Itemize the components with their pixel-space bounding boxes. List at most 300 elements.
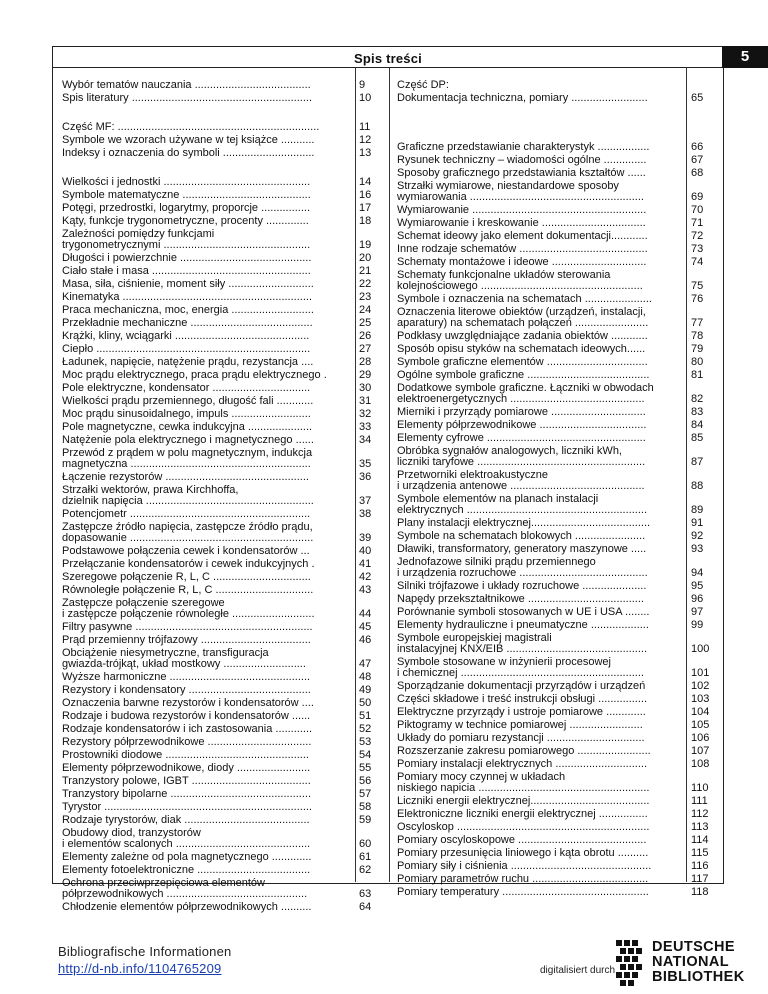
- toc-entry-title: Wymiarowanie .........................................................: [397, 204, 647, 216]
- toc-entry-page: 72: [691, 230, 704, 242]
- toc-entry-title: Rozszerzanie zakresu pomiarowego ........................: [397, 745, 651, 757]
- toc-entry: [397, 317, 703, 329]
- toc-entry: [62, 408, 372, 420]
- toc-entry-title: Wybór tematów nauczania ......................................: [62, 79, 311, 91]
- toc-entry-title: Sporządzanie dokumentacji przyrządów i urządzeń: [397, 680, 646, 692]
- toc-entry-page: 57: [359, 788, 372, 800]
- toc-entry-page: 89: [691, 504, 704, 516]
- toc-entry-page: 43: [359, 584, 372, 596]
- toc-entry-title: Wyższe harmoniczne ..............................................: [62, 671, 311, 683]
- toc-entry-page: 50: [359, 697, 372, 709]
- toc-entry: [397, 606, 703, 618]
- page-title: Spis treści: [354, 51, 422, 66]
- toc-entry-title: Dławiki, transformatory, generatory maszynowe .....: [397, 543, 647, 555]
- toc-entry-title: Wymiarowanie i kreskowanie ..................................: [397, 217, 646, 229]
- toc-entry: [62, 801, 372, 813]
- toc-entry-title: gwiazda-trójkąt, układ mostkowy ...........................: [62, 658, 306, 670]
- toc-entry: [62, 901, 372, 913]
- toc-entry-page: 19: [359, 239, 372, 251]
- toc-entry: [62, 788, 372, 800]
- toc-entry-page: 56: [359, 775, 372, 787]
- toc-entry-title: Podkłasy uwzględniające zadania obiektów ............: [397, 330, 648, 342]
- toc-entry-title: Potencjometr ...........................................................: [62, 508, 311, 520]
- toc-entry: [397, 280, 703, 292]
- toc-entry: [397, 204, 703, 216]
- toc-entry-page: 65: [691, 92, 704, 104]
- toc-entry-title: Potęgi, przedrostki, logarytmy, proporcje ................: [62, 202, 310, 214]
- toc-entry: [397, 567, 703, 579]
- toc-entry-page: 93: [691, 543, 704, 555]
- toc-entry: [62, 278, 372, 290]
- toc-entry: [397, 343, 703, 355]
- toc-entry-title: Obudowy diod, tranzystorów: [62, 827, 201, 839]
- toc-entry: [397, 873, 703, 885]
- toc-entry-title: Ogólne symbole graficzne ........................................: [397, 369, 650, 381]
- dnb-logo-line-3: BIBLIOTHEK: [652, 969, 745, 985]
- toc-entry: [62, 814, 372, 826]
- toc-entry-title: niskiego napicia ........................................................: [397, 782, 650, 794]
- toc-entry-title: Elementy półprzewodnikowe ...................................: [397, 419, 647, 431]
- toc-entry-title: Przełączanie kondensatorów i cewek indukcyjnych .: [62, 558, 315, 570]
- toc-entry-title: Symbole stosowane w inżynierii procesowej: [397, 656, 611, 668]
- toc-entry-title: Elementy zależne od pola magnetycznego .............: [62, 851, 312, 863]
- toc-entry: [62, 471, 372, 483]
- toc-entry-page: 100: [691, 643, 710, 655]
- toc-entry-title: i urządzenia antenowe ............................................: [397, 480, 645, 492]
- toc-entry-title: Symbole matematyczne ..........................................: [62, 189, 311, 201]
- toc-entry-page: 67: [691, 154, 704, 166]
- toc-entry-title: Ciało stałe i masa ....................................................: [62, 265, 311, 277]
- toc-entry: [62, 343, 372, 355]
- toc-entry-page: 23: [359, 291, 372, 303]
- toc-entry-title: Wielkości i jednostki ................................................: [62, 176, 311, 188]
- toc-entry: [62, 92, 372, 104]
- toc-entry: [397, 834, 703, 846]
- toc-entry-page: 118: [691, 886, 709, 898]
- toc-entry: [397, 432, 703, 444]
- toc-entry: [397, 821, 703, 833]
- toc-entry-title: Przewód z prądem w polu magnetycznym, indukcja: [62, 447, 313, 459]
- toc-entry-title: Ciepło ......................................................................: [62, 343, 311, 355]
- toc-entry: [397, 860, 703, 872]
- toc-entry-title: Pomiary oscyloskopowe ..........................................: [397, 834, 647, 846]
- toc-entry-title: Tranzystory bipolarne ..............................................: [62, 788, 311, 800]
- toc-entry: [62, 189, 372, 201]
- toc-entry-page: 37: [359, 495, 372, 507]
- toc-entry-page: 116: [691, 860, 709, 872]
- toc-entry-page: 115: [691, 847, 709, 859]
- toc-entry: [62, 176, 372, 188]
- toc-entry-page: 70: [691, 204, 704, 216]
- toc-entry-title: Piktogramy w technice pomiarowej ........................: [397, 719, 643, 731]
- toc-entry-title: Symbole i oznaczenia na schematach ......................: [397, 293, 652, 305]
- toc-entry-page: 39: [359, 532, 372, 544]
- toc-entry-title: Symbole europejskiej magistrali: [397, 632, 552, 644]
- toc-entry-page: 13: [359, 147, 372, 159]
- toc-entry-page: 74: [691, 256, 704, 268]
- toc-entry-title: Tyrystor ....................................................................: [62, 801, 312, 813]
- toc-entry: [62, 252, 372, 264]
- toc-entry-page: 29: [359, 369, 372, 381]
- toc-entry-title: elektrycznych ...........................................................: [397, 504, 648, 516]
- toc-entry-page: 111: [691, 795, 708, 807]
- toc-entry-title: Symbole we wzorach używane w tej książce ...........: [62, 134, 315, 146]
- toc-entry: [62, 434, 372, 446]
- toc-entry-title: Rodzaje kondensatorów i ich zastosowania ............: [62, 723, 313, 735]
- toc-entry: [397, 141, 703, 153]
- toc-entry-title: Elementy półprzewodnikowe, diody ........................: [62, 762, 311, 774]
- toc-entry-title: Elementy cyfrowe ....................................................: [397, 432, 646, 444]
- toc-entry-title: Długości i powierzchnie ...........................................: [62, 252, 312, 264]
- toc-entry-title: Zastępcze źródło napięcia, zastępcze źródło prądu,: [62, 521, 313, 533]
- toc-entry-title: Przekładnie mechaniczne ........................................: [62, 317, 313, 329]
- toc-entry: [62, 291, 372, 303]
- toc-entry-title: Pomiary parametrów ruchu ......................................: [397, 873, 649, 885]
- toc-entry-page: 48: [359, 671, 372, 683]
- toc-entry: [62, 495, 372, 507]
- toc-entry-title: Zastępcze połączenie szeregowe: [62, 597, 225, 609]
- toc-entry-title: Zależności pomiędzy funkcjami: [62, 228, 215, 240]
- toc-entry-title: Szeregowe połączenie R, L, C ................................: [62, 571, 311, 583]
- toc-entry-page: 32: [359, 408, 372, 420]
- toc-entry-page: 26: [359, 330, 372, 342]
- toc-entry: [397, 419, 703, 431]
- toc-entry: [62, 558, 372, 570]
- toc-entry-page: 21: [359, 265, 372, 277]
- toc-entry-title: Elementy hydrauliczne i pneumatyczne ...................: [397, 619, 649, 631]
- toc-entry: [62, 147, 372, 159]
- toc-entry-page: 58: [359, 801, 372, 813]
- toc-entry: [62, 838, 372, 850]
- toc-entry: [397, 719, 703, 731]
- toc-entry-page: 28: [359, 356, 372, 368]
- toc-entry-title: Prostowniki diodowe ...............................................: [62, 749, 309, 761]
- toc-entry-title: Ochrona przeciwprzepięciowa elementów: [62, 877, 265, 889]
- toc-entry-page: 17: [359, 202, 372, 214]
- toc-entry: [62, 79, 372, 91]
- toc-entry-page: 51: [359, 710, 372, 722]
- toc-entry-title: i elementów scalonych ............................................: [62, 838, 311, 850]
- toc-entry-page: 103: [691, 693, 710, 705]
- toc-entry-title: Indeksy i oznaczenia do symboli ..............................: [62, 147, 315, 159]
- toc-entry: [397, 330, 703, 342]
- toc-entry: [397, 580, 703, 592]
- toc-entry-title: Symbole elementów na planach instalacji: [397, 493, 599, 505]
- toc-entry-title: Moc prądu sinusoidalnego, impuls ..........................: [62, 408, 311, 420]
- toc-entry-title: Oznaczenia literowe obiektów (urządzeń, instalacji,: [397, 306, 646, 318]
- toc-entry: [397, 667, 703, 679]
- toc-entry-page: 75: [691, 280, 704, 292]
- toc-entry-title: Części składowe i treść instrukcji obsługi ................: [397, 693, 648, 705]
- toc-entry: [397, 504, 703, 516]
- toc-entry: [397, 643, 703, 655]
- toc-entry-title: Krążki, kliny, wciągarki ............................................: [62, 330, 310, 342]
- toc-entry-page: 55: [359, 762, 372, 774]
- toc-entry-page: 108: [691, 758, 710, 770]
- toc-entry-page: 40: [359, 545, 372, 557]
- toc-entry-page: 27: [359, 343, 372, 355]
- toc-entry-page: 12: [359, 134, 372, 146]
- bibliographic-info-link[interactable]: http://d-nb.info/1104765209: [58, 961, 222, 976]
- toc-entry-title: Sposób opisu styków na schematach ideowych......: [397, 343, 646, 355]
- toc-entry-title: Plany instalacji elektrycznej.......................................: [397, 517, 651, 529]
- toc-entry: [62, 134, 372, 146]
- toc-entry: [397, 230, 703, 242]
- toc-entry: [397, 530, 703, 542]
- toc-entry-page: 44: [359, 608, 372, 620]
- toc-entry-title: Schematy funkcjonalne układów sterowania: [397, 269, 611, 281]
- toc-entry-page: 47: [359, 658, 372, 670]
- toc-entry: [62, 634, 372, 646]
- toc-entry: [397, 847, 703, 859]
- toc-entry-page: 14: [359, 176, 372, 188]
- toc-entry-title: magnetyczna ...........................................................: [62, 458, 311, 470]
- toc-entry-page: 61: [359, 851, 372, 863]
- toc-entry-title: Napędy przekształtnikowe ......................................: [397, 593, 644, 605]
- toc-entry-title: Ładunek, napięcie, natężenie prądu, rezystancja ....: [62, 356, 314, 368]
- toc-entry-page: 106: [691, 732, 710, 744]
- toc-entry-page: 38: [359, 508, 372, 520]
- toc-entry-title: dzielnik napięcia .......................................................: [62, 495, 314, 507]
- toc-entry-page: 20: [359, 252, 372, 264]
- toc-entry-page: 99: [691, 619, 704, 631]
- toc-entry-page: 24: [359, 304, 372, 316]
- toc-entry: [397, 456, 703, 468]
- toc-entry-page: 18: [359, 215, 372, 227]
- toc-entry-title: Sposoby graficznego przedstawiania kształtów ......: [397, 167, 646, 179]
- toc-entry-title: Elementy fotoelektroniczne .....................................: [62, 864, 311, 876]
- toc-entry-page: 60: [359, 838, 372, 850]
- toc-entry-page: 80: [691, 356, 704, 368]
- toc-entry-title: Moc prądu elektrycznego, praca prądu elektrycznego .: [62, 369, 327, 381]
- toc-entry: [62, 723, 372, 735]
- bibliographic-info-label: Bibliografische Informationen: [58, 944, 232, 959]
- toc-entry-page: 117: [691, 873, 709, 885]
- toc-entry-title: Prąd przemienny trójfazowy ....................................: [62, 634, 311, 646]
- toc-entry: [62, 608, 372, 620]
- toc-entry: [397, 243, 703, 255]
- toc-entry-page: 102: [691, 680, 710, 692]
- toc-entry: [397, 256, 703, 268]
- toc-entry: [397, 886, 703, 898]
- dnb-logo-line-1: DEUTSCHE: [652, 939, 735, 955]
- toc-entry-page: 87: [691, 456, 704, 468]
- toc-entry: [62, 458, 372, 470]
- toc-entry-title: Pole elektryczne, kondensator ................................: [62, 382, 311, 394]
- toc-entry: [62, 851, 372, 863]
- toc-entry-title: Pomiary temperatury ................................................: [397, 886, 649, 898]
- toc-entry: [62, 304, 372, 316]
- toc-entry: [62, 265, 372, 277]
- toc-entry: [62, 317, 372, 329]
- toc-entry-title: i urządzenia rozruchowe ..........................................: [397, 567, 648, 579]
- toc-entry-title: Dokumentacja techniczna, pomiary .........................: [397, 92, 648, 104]
- toc-entry-title: Pomiary siły i ciśnienia ..............................................: [397, 860, 652, 872]
- toc-entry-page: 101: [691, 667, 710, 679]
- toc-entry-title: półprzewodnikowych ..............................................: [62, 888, 308, 900]
- toc-entry-page: 97: [691, 606, 704, 618]
- toc-entry-page: 42: [359, 571, 372, 583]
- toc-entry: [397, 167, 703, 179]
- page-number-badge: [722, 46, 768, 68]
- toc-entry: [62, 658, 372, 670]
- toc-entry-title: Kąty, funkcje trygonometryczne, procenty ..............: [62, 215, 309, 227]
- toc-entry-page: 36: [359, 471, 372, 483]
- toc-entry-title: liczniki taryfowe .......................................................: [397, 456, 646, 468]
- toc-entry-title: Część MF: ..................................................................: [62, 121, 320, 133]
- toc-entry: [62, 684, 372, 696]
- toc-entry-page: 33: [359, 421, 372, 433]
- toc-entry: [397, 406, 703, 418]
- toc-entry-page: 22: [359, 278, 372, 290]
- toc-entry-page: 25: [359, 317, 372, 329]
- toc-entry: [62, 710, 372, 722]
- toc-entry: [62, 736, 372, 748]
- toc-entry-title: Graficzne przedstawianie charakterystyk .................: [397, 141, 650, 153]
- toc-entry: [62, 202, 372, 214]
- toc-entry-page: 77: [691, 317, 704, 329]
- toc-entry-page: 9: [359, 79, 366, 91]
- toc-entry-title: instalacyjnej KNX/EIB ..............................................: [397, 643, 648, 655]
- title-rule: [53, 67, 723, 68]
- toc-entry: [62, 749, 372, 761]
- toc-entry: [397, 782, 703, 794]
- toc-entry-title: Część DP:: [397, 79, 449, 91]
- toc-entry: [62, 888, 372, 900]
- toc-entry-title: aparatury) na schematach połączeń ........................: [397, 317, 649, 329]
- toc-entry: [397, 619, 703, 631]
- toc-entry-title: Układy do pomiaru rezystancji ................................: [397, 732, 645, 744]
- toc-entry-title: Symbole na schematach blokowych .......................: [397, 530, 646, 542]
- toc-entry: [397, 369, 703, 381]
- toc-entry-title: kolejnościowego .....................................................: [397, 280, 643, 292]
- toc-entry-title: Oznaczenia barwne rezystorów i kondensatorów ....: [62, 697, 314, 709]
- toc-entry-title: Strzałki wektorów, prawa Kirchhoffa,: [62, 484, 239, 496]
- toc-entry-title: Schemat ideowy jako element dokumentacji............: [397, 230, 648, 242]
- toc-entry-page: 113: [691, 821, 709, 833]
- toc-entry: [62, 762, 372, 774]
- toc-entry-page: 35: [359, 458, 372, 470]
- page-number: 5: [740, 48, 750, 65]
- toc-entry-title: Rezystory i kondensatory ........................................: [62, 684, 311, 696]
- toc-entry-title: Rodzaje tyrystorów, diak .........................................: [62, 814, 310, 826]
- toc-entry: [397, 706, 703, 718]
- toc-entry-title: Wielkości prądu przemiennego, długość fali ............: [62, 395, 314, 407]
- toc-entry-title: Obciążenie niesymetryczne, transfiguracja: [62, 647, 269, 659]
- toc-entry-title: Tranzystory polowe, IGBT .......................................: [62, 775, 311, 787]
- toc-entry: [62, 571, 372, 583]
- toc-entry-title: Pole magnetyczne, cewka indukcyjna .....................: [62, 421, 313, 433]
- toc-entry-page: 46: [359, 634, 372, 646]
- toc-entry: [62, 421, 372, 433]
- toc-entry: [397, 795, 703, 807]
- toc-entry-page: 53: [359, 736, 372, 748]
- toc-entry-title: Kinematyka ..............................................................: [62, 291, 313, 303]
- toc-entry: [397, 745, 703, 757]
- toc-entry-page: 69: [691, 191, 704, 203]
- toc-entry-title: Mierniki i przyrządy pomiarowe ...............................: [397, 406, 646, 418]
- toc-entry: [397, 356, 703, 368]
- toc-entry: [397, 693, 703, 705]
- toc-entry-title: Filtry pasywne ..........................................................: [62, 621, 313, 633]
- toc-entry-title: elektroenergetycznych ............................................: [397, 393, 645, 405]
- toc-entry: [397, 293, 703, 305]
- toc-entry-title: Liczniki energii elektrycznej.......................................: [397, 795, 650, 807]
- toc-entry-title: Natężenie pola elektrycznego i magnetycznego ......: [62, 434, 314, 446]
- toc-entry-title: Elektryczne przyrządy i ustroje pomiarowe .............: [397, 706, 646, 718]
- dnb-logo-line-2: NATIONAL: [652, 954, 730, 970]
- toc-entry-page: 68: [691, 167, 704, 179]
- toc-entry-title: Masa, siła, ciśnienie, moment siły ............................: [62, 278, 314, 290]
- toc-entry-page: 82: [691, 393, 704, 405]
- toc-entry: [62, 369, 372, 381]
- toc-entry-title: Spis literatury ...........................................................: [62, 92, 313, 104]
- toc-entry-page: 88: [691, 480, 704, 492]
- toc-entry-title: Elektroniczne liczniki energii elektrycznej ................: [397, 808, 648, 820]
- toc-entry: [62, 864, 372, 876]
- toc-entry: [397, 191, 703, 203]
- toc-entry-page: 96: [691, 593, 704, 605]
- toc-entry: [397, 758, 703, 770]
- toc-entry-page: 112: [691, 808, 709, 820]
- toc-entry: [62, 775, 372, 787]
- toc-entry-page: 104: [691, 706, 710, 718]
- toc-entry-title: wymiarowania .........................................................: [397, 191, 644, 203]
- toc-entry-title: Rezystory półprzewodnikowe ..................................: [62, 736, 312, 748]
- toc-entry-page: 95: [691, 580, 704, 592]
- toc-entry-title: trygonometrycznymi ................................................: [62, 239, 311, 251]
- toc-entry: [62, 395, 372, 407]
- toc-entry: [397, 732, 703, 744]
- toc-entry: [62, 382, 372, 394]
- toc-entry: [62, 545, 372, 557]
- toc-entry-page: 52: [359, 723, 372, 735]
- toc-entry: [62, 330, 372, 342]
- toc-entry: [62, 215, 372, 227]
- toc-entry-page: 73: [691, 243, 704, 255]
- toc-entry: [397, 517, 703, 529]
- toc-entry-page: 16: [359, 189, 372, 201]
- toc-entry-page: 92: [691, 530, 704, 542]
- toc-entry-title: Porównanie symboli stosowanych w UE i USA ........: [397, 606, 650, 618]
- center-separator: [389, 67, 390, 882]
- toc-entry: [62, 621, 372, 633]
- toc-entry-page: 110: [691, 782, 709, 794]
- toc-entry: [62, 584, 372, 596]
- toc-entry-page: 45: [359, 621, 372, 633]
- toc-entry: [62, 239, 372, 251]
- toc-entry-title: i zastępcze połączenie równoległe ...........................: [62, 608, 315, 620]
- toc-entry-page: 64: [359, 901, 372, 913]
- toc-entry-title: Oscyloskop ...............................................................: [397, 821, 650, 833]
- toc-entry-title: Łączenie rezystorów ...............................................: [62, 471, 309, 483]
- toc-entry-page: 10: [359, 92, 372, 104]
- toc-entry: [397, 593, 703, 605]
- toc-entry-page: 11: [359, 121, 371, 133]
- toc-entry: [62, 697, 372, 709]
- toc-entry-page: 71: [691, 217, 704, 229]
- toc-entry-page: 59: [359, 814, 372, 826]
- toc-entry-page: 85: [691, 432, 704, 444]
- toc-entry-page: 54: [359, 749, 372, 761]
- toc-entry-title: Obróbka sygnałów analogowych, liczniki kWh,: [397, 445, 622, 457]
- toc-entry-title: Pomiary przesunięcia liniowego i kąta obrotu ..........: [397, 847, 649, 859]
- toc-entry-page: 41: [359, 558, 372, 570]
- toc-entry-title: Silniki trójfazowe i układy rozruchowe .....................: [397, 580, 647, 592]
- toc-entry-title: Inne rodzaje schematów ..........................................: [397, 243, 648, 255]
- toc-entry-page: 63: [359, 888, 372, 900]
- toc-entry-page: 34: [359, 434, 372, 446]
